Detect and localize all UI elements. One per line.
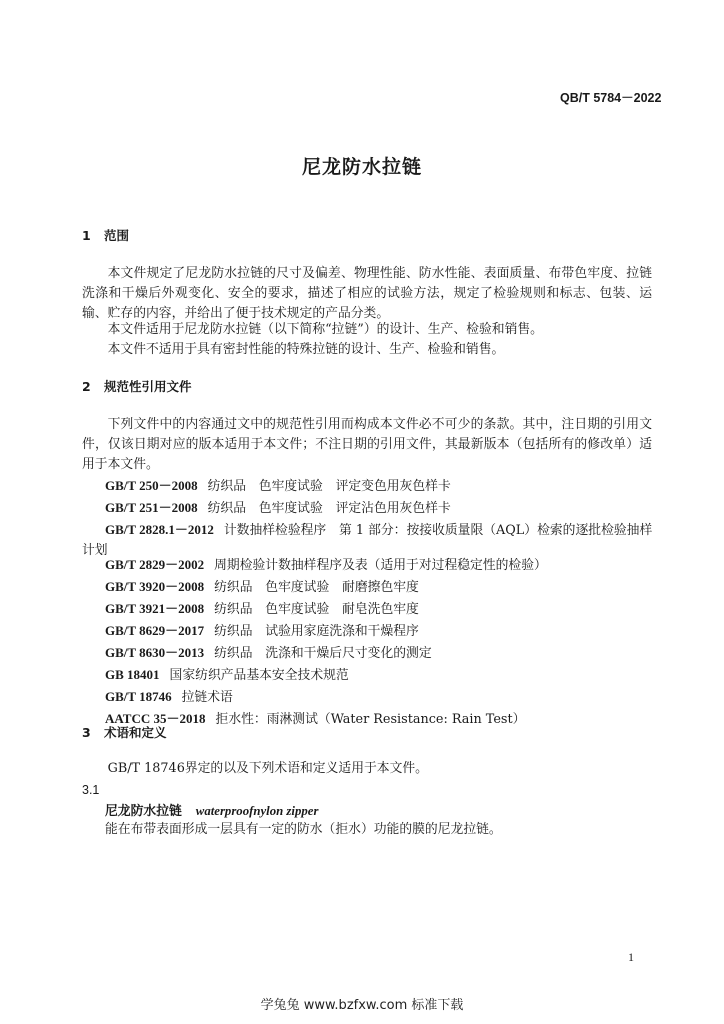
page-number: 1 [628,950,634,964]
paragraph: 本文件规定了尼龙防水拉链的尺寸及偏差、物理性能、防水性能、表面质量、布带色牢度、拉链洗涤和干燥后外观变化、安全的要求，描述了相应的试验方法，规定了检验规则和标志、包装、运输、贮存的内容，并给出了便于技术规定的产品分类。 [82,266,652,321]
reference-code: GB/T 2829－2002 [105,557,205,572]
section-title: 范围 [104,228,130,243]
reference-code: GB/T 250－2008 [105,478,198,493]
term-title [105,800,318,819]
section-title: 术语和定义 [104,725,167,740]
section-number: 1 [82,228,91,243]
reference-item [105,498,451,519]
reference-item [105,687,233,708]
reference-code: GB/T 251－2008 [105,500,198,515]
reference-code: AATCC 35－2018 [105,711,206,726]
reference-title: 拒水性：雨淋测试（Water Resistance: Rain Test） [215,712,526,727]
paragraph: 本文件不适用于具有密封性能的特殊拉链的设计、生产、检验和销售。 [107,342,505,357]
section-title: 规范性引用文件 [104,379,192,394]
section-3-heading [82,723,167,741]
reference-item [105,665,349,686]
reference-item [105,577,419,598]
reference-code: GB/T 18746 [105,689,172,704]
reference-code: GB/T 3920－2008 [105,579,205,594]
reference-title: 纺织品 色牢度试验 评定沾色用灰色样卡 [207,501,451,516]
section-number: 2 [82,379,91,394]
reference-title: 纺织品 色牢度试验 耐磨擦色牢度 [214,580,419,595]
paragraph: 本文件适用于尼龙防水拉链（以下简称“拉链”）的设计、生产、检验和销售。 [107,322,543,337]
reference-title: 拉链术语 [181,690,233,705]
reference-title: 国家纺织产品基本安全技术规范 [169,668,349,683]
reference-item [105,476,451,497]
reference-title: 纺织品 洗涤和干燥后尺寸变化的测定 [214,646,432,661]
reference-item [105,621,419,642]
section-number: 3 [82,725,91,740]
paragraph: 下列文件中的内容通过文中的规范性引用而构成本文件必不可少的条款。其中，注日期的引用文件，仅该日期对应的版本适用于本文件；不注日期的引用文件，其最新版本（包括所有的修改单）适用于本文件。 [82,417,652,472]
reference-item [105,599,419,620]
standard-code: QB/T 5784－2022 [560,91,662,105]
document-title: 尼龙防水拉链 [301,156,422,178]
term-zh: 尼龙防水拉链 [105,804,182,819]
reference-code: GB/T 2828.1－2012 [105,522,214,537]
reference-title: 纺织品 色牢度试验 耐皂洗色牢度 [214,602,419,617]
reference-code: GB 18401 [105,667,160,682]
reference-item [105,555,547,576]
footer-watermark: 学兔兔 www.bzfxw.com 标准下载 [260,998,464,1013]
paragraph: GB/T 18746界定的以及下列术语和定义适用于本文件。 [107,761,428,776]
reference-title: 计数抽样检验程序 第 1 部分：按接收质量限（AQL）检索的逐批检验抽样计划 [82,523,653,558]
section-1-heading [82,226,129,244]
reference-code: GB/T 8629－2017 [105,623,205,638]
term-number: 3.1 [82,783,100,797]
reference-item [105,709,525,730]
reference-code: GB/T 8630－2013 [105,645,205,660]
reference-code: GB/T 3921－2008 [105,601,205,616]
reference-item [105,643,432,664]
section-2-heading [82,377,192,395]
reference-title: 纺织品 试验用家庭洗涤和干燥程序 [214,624,419,639]
term-definition: 能在布带表面形成一层具有一定的防水（拒水）功能的膜的尼龙拉链。 [105,822,502,837]
reference-title: 周期检验计数抽样程序及表（适用于对过程稳定性的检验） [214,558,547,573]
term-en: waterproofnylon zipper [195,804,319,818]
reference-title: 纺织品 色牢度试验 评定变色用灰色样卡 [207,479,451,494]
